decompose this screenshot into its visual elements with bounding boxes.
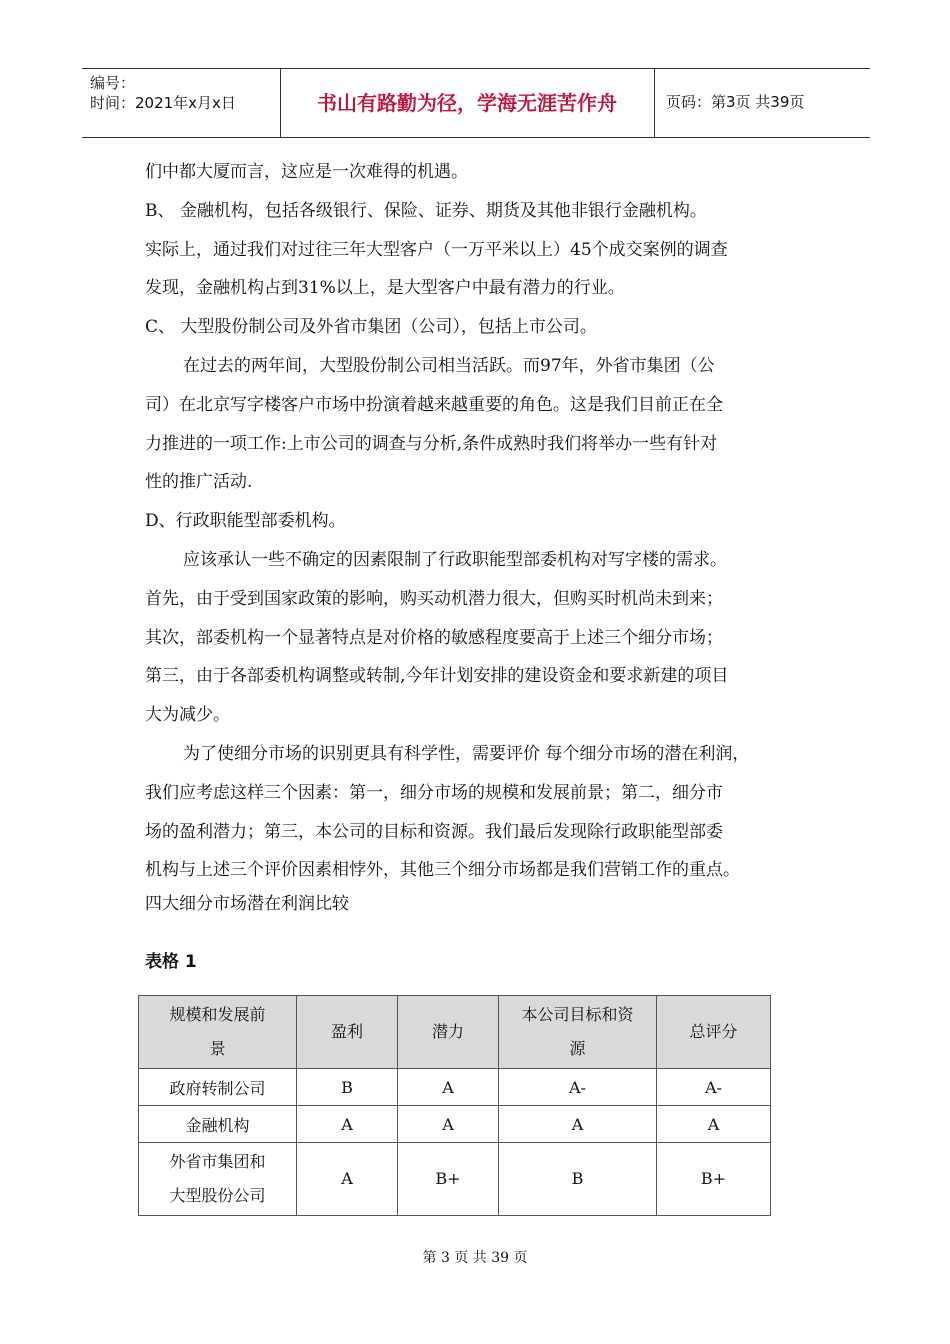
- paragraph-line: 发现，金融机构占到31%以上，是大型客户中最有潜力的行业。: [145, 278, 625, 299]
- header-cell: 本公司目标和资 源: [499, 996, 657, 1069]
- paragraph-line: B、 金融机构，包括各级银行、保险、证券、期货及其他非银行金融机构。: [145, 200, 707, 221]
- paragraph-line: 其次，部委机构一个显著特点是对价格的敏感程度要高于上述三个细分市场；: [145, 627, 723, 648]
- table-caption: 四大细分市场潜在利润比较: [145, 894, 349, 914]
- page-footer: 第 3 页 共 39 页: [422, 1250, 528, 1266]
- table-cell: A: [297, 1106, 398, 1143]
- header-motto: 书山有路勤为径，学海无涯苦作舟: [317, 91, 617, 115]
- paragraph-line: 在过去的两年间，大型股份制公司相当活跃。而97年，外省市集团（公: [183, 355, 715, 376]
- paragraph-line: 司）在北京写字楼客户市场中扮演着越来越重要的角色。这是我们目前正在全: [145, 394, 723, 415]
- comparison-table: [138, 995, 771, 1216]
- table-title: 表格 1: [145, 952, 197, 972]
- table-cell: B: [297, 1069, 398, 1106]
- table-cell: A: [398, 1069, 499, 1106]
- paragraph-line: 大为减少。: [145, 705, 230, 726]
- table-cell: A-: [657, 1069, 771, 1106]
- table-cell: B+: [657, 1143, 771, 1216]
- paragraph-line: 首先，由于受到国家政策的影响，购买动机潜力很大，但购买时机尚未到来；: [145, 588, 723, 609]
- paragraph-line: 第三，由于各部委机构调整或转制,今年计划安排的建设资金和要求新建的项目: [145, 666, 729, 687]
- row-label: 外省市集团和 大型股份公司: [139, 1143, 297, 1216]
- header-cell: 盈利: [297, 996, 398, 1069]
- row-label: 金融机构: [139, 1106, 297, 1143]
- row-label: 政府转制公司: [139, 1069, 297, 1106]
- paragraph-line: C、 大型股份制公司及外省市集团（公司），包括上市公司。: [145, 317, 597, 338]
- document-body: [145, 153, 835, 890]
- paragraph-line: 机构与上述三个评价因素相悖外，其他三个细分市场都是我们营销工作的重点。: [145, 860, 740, 881]
- table-cell: A: [657, 1106, 771, 1143]
- table-cell: B: [499, 1143, 657, 1216]
- paragraph-line: 场的盈利潜力；第三，本公司的目标和资源。我们最后发现除行政职能型部委: [145, 821, 723, 842]
- header-page-info: 页码：第3页 共39页: [666, 93, 805, 111]
- table-cell: A: [499, 1106, 657, 1143]
- paragraph-line: 应该承认一些不确定的因素限制了行政职能型部委机构对写字楼的需求。: [183, 549, 727, 570]
- date-label: 时间：2021年x月x日: [90, 94, 236, 112]
- header-cell: 潜力: [398, 996, 499, 1069]
- header-divider: [654, 69, 655, 137]
- table-cell: B+: [398, 1143, 499, 1216]
- number-label: 编号：: [90, 74, 136, 92]
- page-header: [82, 68, 870, 138]
- paragraph-line: 为了使细分市场的识别更具有科学性，需要评价 每个细分市场的潜在利润，: [183, 743, 750, 764]
- table-cell: A: [398, 1106, 499, 1143]
- table-header-row: [139, 996, 771, 1069]
- header-cell: 总评分: [657, 996, 771, 1069]
- table-cell: A-: [499, 1069, 657, 1106]
- paragraph-line: 我们应考虑这样三个因素：第一，细分市场的规模和发展前景；第二，细分市: [145, 782, 723, 803]
- table-row: [139, 1143, 771, 1216]
- header-meta: [90, 73, 286, 113]
- table-cell: A: [297, 1143, 398, 1216]
- paragraph-line: D、行政职能型部委机构。: [145, 511, 346, 532]
- table-row: [139, 1069, 771, 1106]
- paragraph-line: 力推进的一项工作:上市公司的调查与分析,条件成熟时我们将举办一些有针对: [145, 433, 718, 454]
- table-row: [139, 1106, 771, 1143]
- header-cell: 规模和发展前 景: [139, 996, 297, 1069]
- paragraph-line: 实际上，通过我们对过往三年大型客户（一万平米以上）45个成交案例的调查: [145, 239, 728, 260]
- paragraph-line: 们中都大厦而言，这应是一次难得的机遇。: [145, 162, 468, 182]
- paragraph-line: 性的推广活动.: [145, 472, 253, 493]
